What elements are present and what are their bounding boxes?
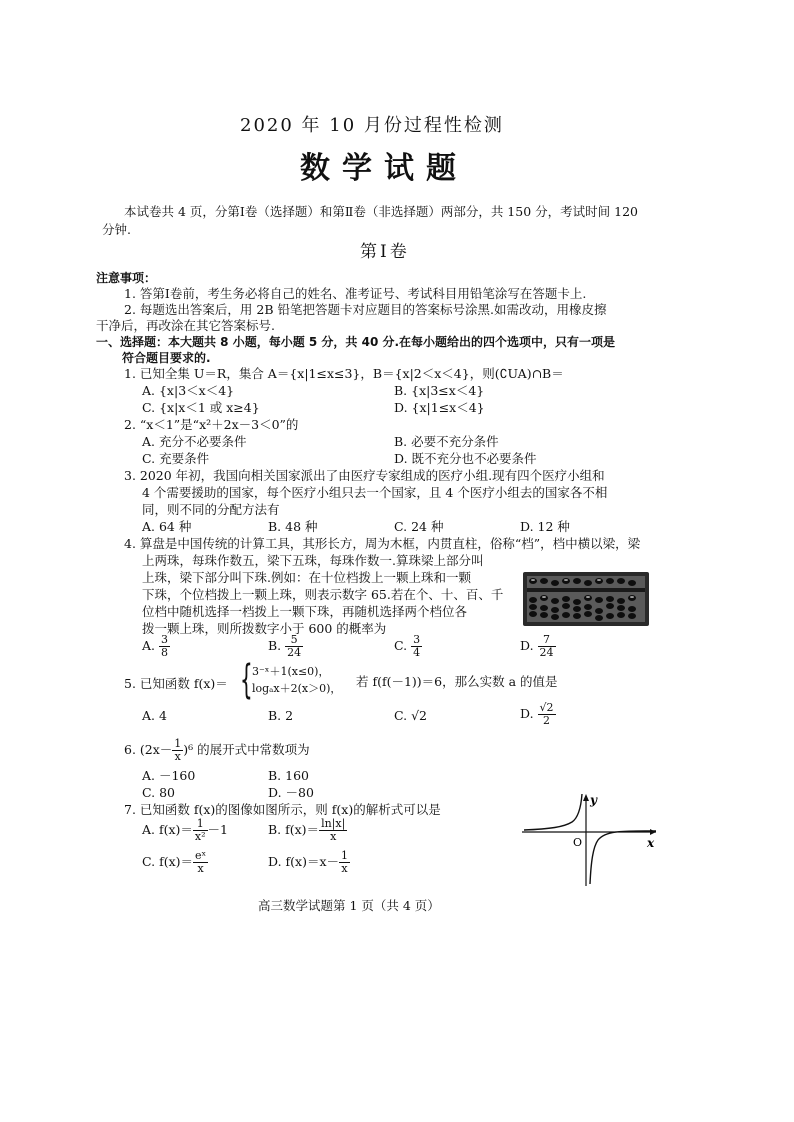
q6-stem-suffix: )⁶ 的展开式中常数项为 [183, 742, 310, 757]
q5-option-d [520, 702, 556, 730]
graph-origin-label: O [573, 836, 583, 849]
q2-option-c: C. 充要条件 [142, 451, 210, 466]
q5-option-b: B. 2 [268, 708, 294, 723]
q4-option-d-fraction [538, 634, 556, 659]
q7-stem: 7. 已知函数 f(x)的图像如图所示，则 f(x)的解析式可以是 [124, 802, 441, 817]
q7-option-d [268, 850, 350, 880]
q7-option-d-fraction [339, 850, 350, 875]
exam-date-line: 2020 年 10 月份过程性检测 [240, 115, 504, 136]
q7-c-den: x [197, 862, 204, 875]
q5-option-a: A. 4 [142, 708, 167, 723]
q4-line-3: 上珠，梁下部分叫下珠.例如：在十位档拨上一颗上珠和一颗 [142, 570, 471, 585]
q6-fraction [172, 738, 183, 763]
q7-option-b-prefix: B. f(x)＝ [268, 822, 320, 837]
q1-option-d: D. {x|1≤x＜4} [394, 400, 485, 415]
q2-stem: 2. “x＜1”是“x²＋2x－3＜0”的 [124, 417, 299, 432]
q4-c-num: 3 [413, 633, 421, 646]
q7-option-c [142, 850, 208, 880]
q7-c-num: eˣ [195, 849, 207, 862]
q6-stem-prefix: 6. (2x－ [124, 742, 173, 757]
q4-option-a-label: A. [142, 638, 156, 653]
q5-stem-prefix: 5. 已知函数 f(x)＝ [124, 676, 228, 691]
q4-c-den: 4 [413, 646, 421, 659]
q4-option-c-label: C. [394, 638, 408, 653]
graph-x-arrow-icon [650, 829, 656, 835]
intro-line-2: 分钟. [102, 222, 131, 237]
q4-line-6: 拨一颗上珠，则所拨数字小于 600 的概率为 [142, 621, 387, 636]
q7-a-den: x² [194, 830, 206, 843]
q7-b-den: x [330, 830, 337, 843]
q2-option-b: B. 必要不充分条件 [394, 434, 499, 449]
q2-option-d: D. 既不充分也不必要条件 [394, 451, 537, 466]
q6-option-b: B. 160 [268, 768, 309, 783]
q4-option-d [520, 634, 556, 660]
q4-d-num: 7 [538, 634, 556, 647]
q4-d-den: 24 [539, 646, 554, 659]
graph-y-arrow-icon [583, 794, 589, 801]
q4-option-c-fraction [411, 634, 422, 659]
q7-b-num: ln|x| [321, 817, 346, 830]
q4-a-den: 8 [161, 646, 168, 659]
q7-d-den: x [341, 862, 348, 875]
intro-line-1: 本试卷共 4 页，分第Ⅰ卷（选择题）和第Ⅱ卷（非选择题）两部分，共 150 分，考试时间 120 [124, 204, 638, 219]
q6-frac-num: 1 [174, 737, 182, 750]
q7-option-b-fraction [319, 818, 347, 843]
q3-line-3: 同，则不同的分配方法有 [142, 502, 280, 517]
abacus-image [522, 568, 650, 630]
q3-option-d: D. 12 种 [520, 519, 570, 534]
page-title: 数学试题 [300, 151, 468, 186]
q7-option-a-suffix: －1 [207, 822, 228, 837]
section-heading-2: 符合题目要求的. [122, 351, 211, 365]
q2-option-a: A. 充分不必要条件 [142, 434, 247, 449]
q5-case-1: 3⁻ˣ＋1(x≤0)， [252, 665, 330, 678]
q3-option-b: B. 48 种 [268, 519, 318, 534]
q5-d-den: 2 [543, 714, 551, 727]
graph-curve-left [524, 794, 582, 830]
q5-d-num: √2 [539, 701, 554, 714]
q7-option-c-prefix: C. f(x)＝ [142, 854, 193, 869]
q4-option-d-label: D. [520, 638, 534, 653]
q3-line-1: 3. 2020 年初，我国向相关国家派出了由医疗专家组成的医疗小组.现有四个医疗小组和 [124, 468, 605, 483]
q1-option-b: B. {x|3≤x＜4} [394, 383, 485, 398]
q3-option-c: C. 24 种 [394, 519, 444, 534]
q5-option-d-fraction [538, 702, 556, 727]
q6-frac-den: x [174, 750, 181, 763]
q4-option-a-fraction [159, 634, 170, 659]
section-heading-1: 一、选择题：本大题共 8 小题，每小题 5 分，共 40 分.在每小题给出的四个选项中，只有一项是 [96, 335, 616, 349]
note-1: 1. 答第Ⅰ卷前，考生务必将自己的姓名、准考证号、考试科目用铅笔涂写在答题卡上. [124, 286, 587, 301]
q7-option-c-fraction [193, 850, 208, 875]
q4-line-5: 位档中随机选择一档拨上一颗下珠，再随机选择两个档位各 [142, 604, 468, 619]
q6-option-c: C. 80 [142, 785, 175, 800]
q1-option-c: C. {x|x＜1 或 x≥4} [142, 400, 260, 415]
q4-b-den: 24 [287, 646, 302, 659]
q1-stem: 1. 已知全集 U＝R，集合 A＝{x|1≤x≤3}，B＝{x|2＜x＜4}，则(∁UA)∩B＝ [124, 366, 564, 381]
q5-stem-suffix: 若 f(f(－1))＝6，那么实数 a 的值是 [356, 674, 558, 689]
q3-option-a: A. 64 种 [142, 519, 192, 534]
q6-option-a: A. －160 [142, 768, 196, 783]
q7-option-b [268, 818, 347, 848]
q6-option-d: D. －80 [268, 785, 314, 800]
q3-line-2: 4 个需要援助的国家，每个医疗小组只去一个国家，且 4 个医疗小组去的国家各不相 [142, 485, 608, 500]
q4-b-num: 5 [285, 634, 303, 647]
note-2a: 2. 每题选出答案后，用 2B 铅笔把答题卡对应题目的答案标号涂黑.如需改动，用橡皮擦 [124, 302, 607, 317]
q4-option-a [142, 634, 170, 660]
q4-line-2: 上两珠，每珠作数五，梁下五珠，每珠作数一.算珠梁上部分叫 [142, 553, 484, 568]
q7-option-d-prefix: D. f(x)＝x－ [268, 854, 340, 869]
q4-a-num: 3 [161, 633, 168, 646]
q7-function-graph [520, 792, 660, 888]
q5-option-c: C. √2 [394, 708, 427, 723]
q7-a-num: 1 [193, 818, 208, 831]
q7-option-a-prefix: A. f(x)＝ [142, 822, 193, 837]
q4-option-b-fraction [285, 634, 303, 659]
volume-heading: 第Ⅰ卷 [360, 242, 410, 262]
graph-y-label: y [590, 793, 597, 807]
q4-option-c [394, 634, 422, 660]
q4-line-4: 下珠，个位档拨上一颗上珠，则表示数字 65.若在个、十、百、千 [142, 587, 504, 602]
q4-line-1: 4. 算盘是中国传统的计算工具，其形长方，周为木框，内贯直柱，俗称“档”，档中横以梁，梁 [124, 536, 641, 551]
note-2b: 干净后，再改涂在其它答案标号. [96, 318, 275, 333]
q6-stem [124, 738, 310, 766]
q5-case-2: logₐx＋2(x＞0)， [252, 682, 342, 695]
page-footer: 高三数学试题第 1 页（共 4 页） [258, 898, 440, 913]
q5-piecewise-brace: { [240, 657, 253, 703]
q7-option-a [142, 818, 228, 848]
notes-heading: 注意事项： [96, 271, 157, 285]
q4-option-b-label: B. [268, 638, 282, 653]
q7-d-num: 1 [341, 849, 349, 862]
q4-option-b [268, 634, 303, 660]
q7-option-a-fraction [193, 818, 208, 843]
graph-x-label: x [647, 836, 655, 850]
q1-option-a: A. {x|3＜x＜4} [142, 383, 235, 398]
q5-option-d-label: D. [520, 706, 534, 721]
